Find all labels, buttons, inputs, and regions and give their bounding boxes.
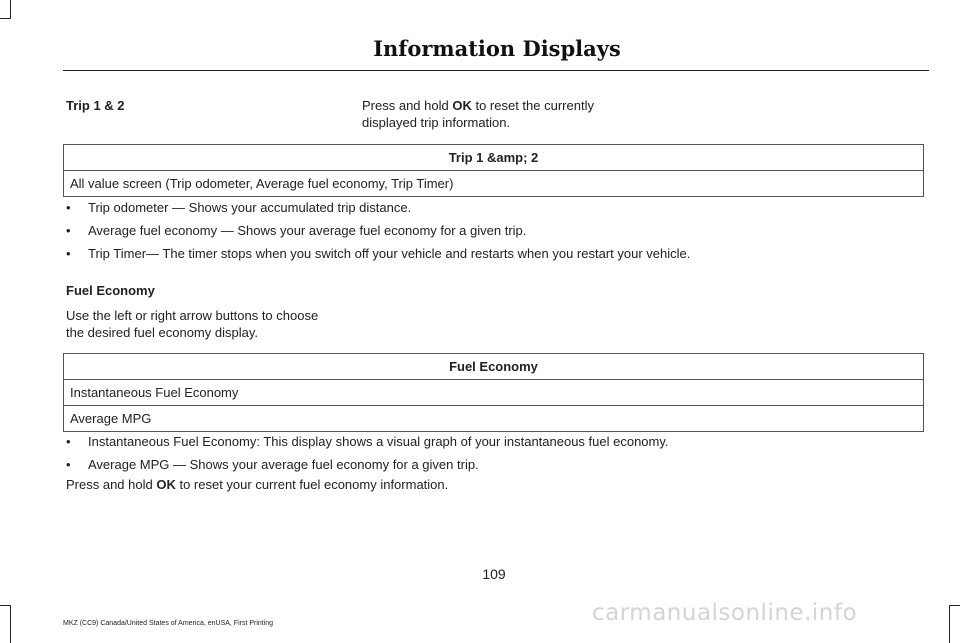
list-item: • Average fuel economy — Shows your average fuel economy for a given trip.	[66, 222, 690, 245]
trip-desc-suffix: to reset the currently	[471, 98, 594, 113]
closing-key: OK	[156, 477, 176, 492]
trip-desc-prefix: Press and hold	[362, 98, 453, 113]
list-item: • Trip odometer — Shows your accumulated trip distance.	[66, 199, 690, 222]
fuel-table-header: Fuel Economy	[64, 354, 924, 380]
watermark: carmanualsonline.info	[592, 600, 858, 626]
crop-mark-bottom-right-v	[949, 605, 950, 643]
table-row: Average MPG	[64, 406, 924, 432]
crop-mark-bottom-left-v	[10, 605, 11, 643]
list-item: • Instantaneous Fuel Economy: This display shows a visual graph of your instantaneous fuel economy.	[66, 433, 669, 456]
trip-label: Trip 1 & 2	[66, 98, 125, 113]
footer-text: MKZ (CC9) Canada/United States of America, enUSA, First Printing	[63, 620, 274, 627]
trip-bullet-list	[66, 199, 690, 268]
crop-mark-bottom-right-h	[949, 605, 960, 606]
list-item: • Trip Timer— The timer stops when you switch off your vehicle and restarts when you restart your vehicle.	[66, 245, 690, 268]
page-title: Information Displays	[373, 36, 621, 61]
crop-mark-top-left-h	[0, 18, 11, 19]
fuel-economy-heading: Fuel Economy	[66, 283, 155, 298]
crop-mark-top-left-v	[10, 0, 11, 18]
trip-desc-key: OK	[452, 98, 472, 113]
fuel-bullet-list	[66, 433, 669, 479]
fuel-desc-line1: Use the left or right arrow buttons to choose	[66, 308, 319, 323]
list-item: • Average MPG — Shows your average fuel economy for a given trip.	[66, 456, 669, 479]
fuel-economy-description	[66, 307, 318, 341]
trip-table-header: Trip 1 &amp; 2	[64, 145, 924, 171]
closing-prefix: Press and hold	[66, 477, 157, 492]
page-number: 109	[482, 566, 506, 582]
closing-instruction	[66, 476, 448, 493]
crop-mark-bottom-left-h	[0, 605, 11, 606]
closing-suffix: to reset your current fuel economy information.	[175, 477, 449, 492]
fuel-economy-table	[63, 353, 924, 432]
table-row: All value screen (Trip odometer, Average fuel economy, Trip Timer)	[64, 171, 924, 197]
trip-description	[362, 97, 594, 131]
fuel-desc-line2: the desired fuel economy display.	[66, 325, 258, 340]
header-divider	[63, 70, 929, 71]
table-row: Instantaneous Fuel Economy	[64, 380, 924, 406]
trip-table	[63, 144, 924, 197]
trip-desc-line2: displayed trip information.	[362, 115, 511, 130]
